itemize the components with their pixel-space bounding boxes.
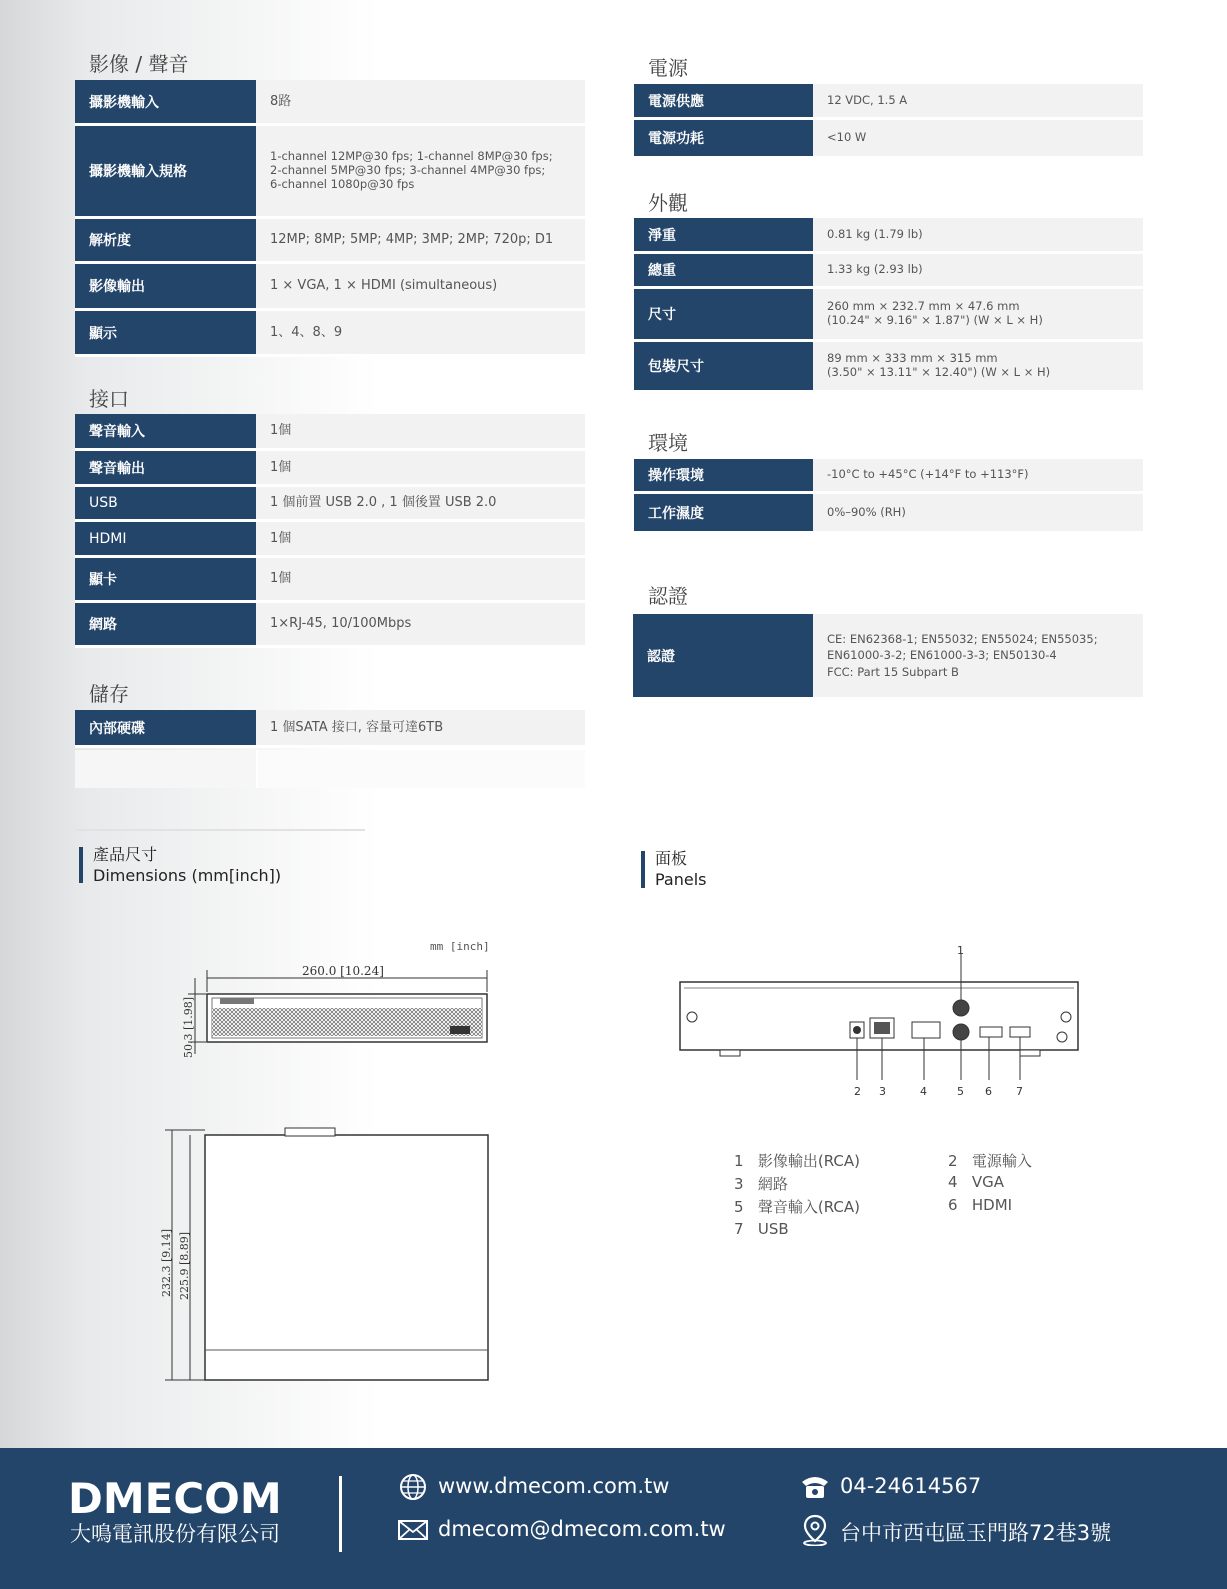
hdmi-port xyxy=(980,1027,1002,1037)
spec-value: 1 個前置 USB 2.0 , 1 個後置 USB 2.0 xyxy=(256,487,585,522)
spec-value: 1個 xyxy=(256,451,585,487)
rear-panel xyxy=(680,982,1078,1050)
legend-item xyxy=(734,1150,860,1171)
legend-item xyxy=(948,1196,1012,1214)
spec-row xyxy=(75,451,585,487)
spec-row xyxy=(634,84,1143,120)
spec-row xyxy=(75,603,585,648)
depth-label: 232.3 [9.14] xyxy=(160,1228,173,1297)
legend-text: USB xyxy=(757,1220,789,1238)
spec-value: 1×RJ-45, 10/100Mbps xyxy=(256,603,585,648)
footer-divider xyxy=(339,1476,342,1552)
legend-text: 影像輸出(RCA) xyxy=(757,1152,860,1170)
front-usb xyxy=(450,1026,470,1034)
spec-label: 聲音輸入 xyxy=(75,414,256,451)
rear-foot xyxy=(720,1050,740,1056)
spec-value: 0.81 kg (1.79 lb) xyxy=(813,218,1143,254)
spec-row xyxy=(75,311,585,357)
spec-row xyxy=(75,558,585,603)
spec-label: 尺寸 xyxy=(634,289,813,342)
width-label: 260.0 [10.24] xyxy=(302,964,384,978)
dimensions-title-en: Dimensions (mm[inch]) xyxy=(93,865,282,885)
usb-port xyxy=(1010,1027,1030,1037)
legend-item xyxy=(734,1196,860,1217)
spec-value-line: 89 mm × 333 mm × 315 mm xyxy=(827,351,998,366)
spec-label: 包裝尺寸 xyxy=(634,342,813,393)
spec-row xyxy=(75,487,585,522)
legend-text: 聲音輸入(RCA) xyxy=(757,1198,860,1216)
spec-row xyxy=(75,522,585,558)
spec-row xyxy=(75,264,585,311)
spec-row xyxy=(634,254,1143,289)
spec-value xyxy=(256,126,585,219)
dimensions-title-zh: 產品尺寸 xyxy=(93,845,158,864)
front-logo xyxy=(220,998,254,1004)
height-label: 50.3 [1.98] xyxy=(182,996,195,1058)
unit-label: mm [inch] xyxy=(430,940,490,953)
top-view xyxy=(205,1135,488,1380)
spec-row xyxy=(75,219,585,264)
spec-value: 1 個SATA 接口, 容量可達6TB xyxy=(256,710,585,748)
spec-row xyxy=(634,120,1143,159)
spec-value-line: EN61000-3-2; EN61000-3-3; EN50130-4 xyxy=(827,648,1057,663)
divider xyxy=(75,829,365,831)
callout-number: 6 xyxy=(985,1085,992,1098)
spec-value-line: (10.24" × 9.16" × 1.87") (W × L × H) xyxy=(827,313,1043,327)
section-title-power: 電源 xyxy=(648,56,688,80)
spec-row xyxy=(75,710,585,748)
spec-row xyxy=(634,494,1143,534)
spec-label: 顯示 xyxy=(75,311,256,357)
panels-title-en: Panels xyxy=(655,869,707,889)
spec-value xyxy=(813,289,1143,342)
spec-value-line: 6-channel 1080p@30 fps xyxy=(270,176,415,191)
legend-num: 2 xyxy=(948,1152,958,1170)
spec-label: 工作濕度 xyxy=(634,494,813,534)
email-link[interactable]: dmecom@dmecom.com.tw xyxy=(438,1517,726,1541)
rear-panel-drawing xyxy=(670,940,1090,1105)
spec-value xyxy=(813,342,1143,393)
spec-row xyxy=(75,126,585,219)
legend-num: 4 xyxy=(948,1173,958,1191)
spec-value-line: 260 mm × 232.7 mm × 47.6 mm xyxy=(827,299,1020,314)
spec-value-line: FCC: Part 15 Subpart B xyxy=(827,664,959,679)
spec-value: -10°C to +45°C (+14°F to +113°F) xyxy=(813,459,1143,494)
legend-text: HDMI xyxy=(971,1196,1013,1214)
section-title-ports: 接口 xyxy=(89,387,129,411)
spec-label: 顯卡 xyxy=(75,558,256,603)
depth-inner-label: 225.9 [8.89] xyxy=(178,1231,191,1300)
legend-num: 5 xyxy=(734,1198,744,1216)
spec-row xyxy=(634,218,1143,254)
spec-value xyxy=(813,614,1143,700)
legend-num: 3 xyxy=(734,1175,744,1193)
spec-label: 網路 xyxy=(75,603,256,648)
spec-row xyxy=(75,80,585,126)
spec-value-line: (3.50" × 13.11" × 12.40") (W × L × H) xyxy=(827,365,1051,379)
legend-text: 網路 xyxy=(757,1175,788,1193)
spec-label: USB xyxy=(75,487,256,522)
section-title-appearance: 外觀 xyxy=(648,191,688,215)
legend-item xyxy=(948,1150,1032,1171)
phone-number[interactable]: 04-24614567 xyxy=(840,1474,982,1498)
spec-label: 淨重 xyxy=(634,218,813,254)
legend-num: 6 xyxy=(948,1196,958,1214)
section-title-cert: 認證 xyxy=(648,584,688,608)
spec-value: 8路 xyxy=(256,80,585,126)
spec-row xyxy=(75,414,585,451)
company-name: 大鳴電訊股份有限公司 xyxy=(70,1522,280,1546)
spec-label: 內部硬碟 xyxy=(75,710,256,748)
rear-screw xyxy=(687,1012,697,1022)
spec-value-line: 2-channel 5MP@30 fps; 3-channel 4MP@30 fps; xyxy=(270,163,546,178)
dimensions-heading xyxy=(93,845,281,887)
callout-number: 4 xyxy=(920,1085,927,1098)
section-title-environment: 環境 xyxy=(648,431,688,455)
legend-item xyxy=(734,1173,788,1194)
spec-value: 1 × VGA, 1 × HDMI (simultaneous) xyxy=(256,264,585,311)
section-title-av: 影像 / 聲音 xyxy=(89,52,189,76)
spec-row xyxy=(634,289,1143,342)
callout-number: 7 xyxy=(1016,1085,1023,1098)
panels-heading xyxy=(655,849,707,891)
spec-value: 1、4、8、9 xyxy=(256,311,585,357)
spec-label: 攝影機輸入 xyxy=(75,80,256,126)
spec-label: 攝影機輸入規格 xyxy=(75,126,256,219)
globe-icon xyxy=(398,1472,428,1502)
ground-icon xyxy=(1057,1032,1067,1042)
spec-value: 12 VDC, 1.5 A xyxy=(813,84,1143,120)
power-port-pin xyxy=(853,1026,861,1034)
mail-icon xyxy=(398,1518,428,1542)
location-pin-icon xyxy=(800,1514,830,1546)
spec-value-line: 1-channel 12MP@30 fps; 1-channel 8MP@30 fps; xyxy=(270,149,553,164)
spec-value: 12MP; 8MP; 5MP; 4MP; 3MP; 2MP; 720p; D1 xyxy=(256,219,585,264)
website-link[interactable]: www.dmecom.com.tw xyxy=(438,1474,670,1498)
spec-row xyxy=(633,614,1143,700)
legend-item xyxy=(734,1220,789,1238)
callout-number: 5 xyxy=(957,1085,964,1098)
spec-label: 聲音輸出 xyxy=(75,451,256,487)
spec-value: 1個 xyxy=(256,558,585,603)
spec-value: 1個 xyxy=(256,414,585,451)
spec-label: 電源功耗 xyxy=(634,120,813,159)
spec-value-line: CE: EN62368-1; EN55032; EN55024; EN55035; xyxy=(827,632,1098,647)
vga-port xyxy=(912,1022,940,1038)
spec-label: 解析度 xyxy=(75,219,256,264)
dimension-drawing xyxy=(150,930,510,1390)
legend-item xyxy=(948,1173,1004,1191)
heading-bar xyxy=(641,851,645,888)
callout-number: 1 xyxy=(957,944,964,957)
legend-text: 電源輸入 xyxy=(971,1152,1032,1170)
audio-in-rca xyxy=(953,1024,969,1040)
rear-foot xyxy=(1020,1050,1040,1056)
spec-label: 影像輸出 xyxy=(75,264,256,311)
legend-text: VGA xyxy=(971,1173,1005,1191)
heading-bar xyxy=(79,847,83,883)
brand-logo: DMECOM xyxy=(68,1474,282,1523)
empty-cell xyxy=(75,750,258,788)
spec-label: HDMI xyxy=(75,522,256,558)
front-grille xyxy=(212,1008,482,1036)
callout-number: 2 xyxy=(854,1085,861,1098)
footer xyxy=(0,1448,1227,1589)
spec-label: 總重 xyxy=(634,254,813,289)
rear-screw xyxy=(1061,1012,1071,1022)
network-port-jack xyxy=(874,1022,890,1034)
spec-label: 認證 xyxy=(633,614,813,700)
spec-row xyxy=(634,342,1143,393)
top-view-ports xyxy=(285,1128,335,1136)
empty-cell xyxy=(258,750,585,788)
legend-num: 7 xyxy=(734,1220,744,1238)
callout-number: 3 xyxy=(879,1085,886,1098)
legend-num: 1 xyxy=(734,1152,744,1170)
spec-value: 0%–90% (RH) xyxy=(813,494,1143,534)
phone-icon xyxy=(800,1474,830,1500)
panels-title-zh: 面板 xyxy=(655,849,688,868)
spec-value: 1.33 kg (2.93 lb) xyxy=(813,254,1143,289)
address: 台中市西屯區玉門路72巷3號 xyxy=(840,1521,1112,1545)
video-out-rca xyxy=(953,1000,969,1016)
section-title-storage: 儲存 xyxy=(89,682,129,706)
spec-row xyxy=(634,459,1143,494)
spec-value: <10 W xyxy=(813,120,1143,159)
spec-label: 操作環境 xyxy=(634,459,813,494)
spec-value: 1個 xyxy=(256,522,585,558)
spec-label: 電源供應 xyxy=(634,84,813,120)
